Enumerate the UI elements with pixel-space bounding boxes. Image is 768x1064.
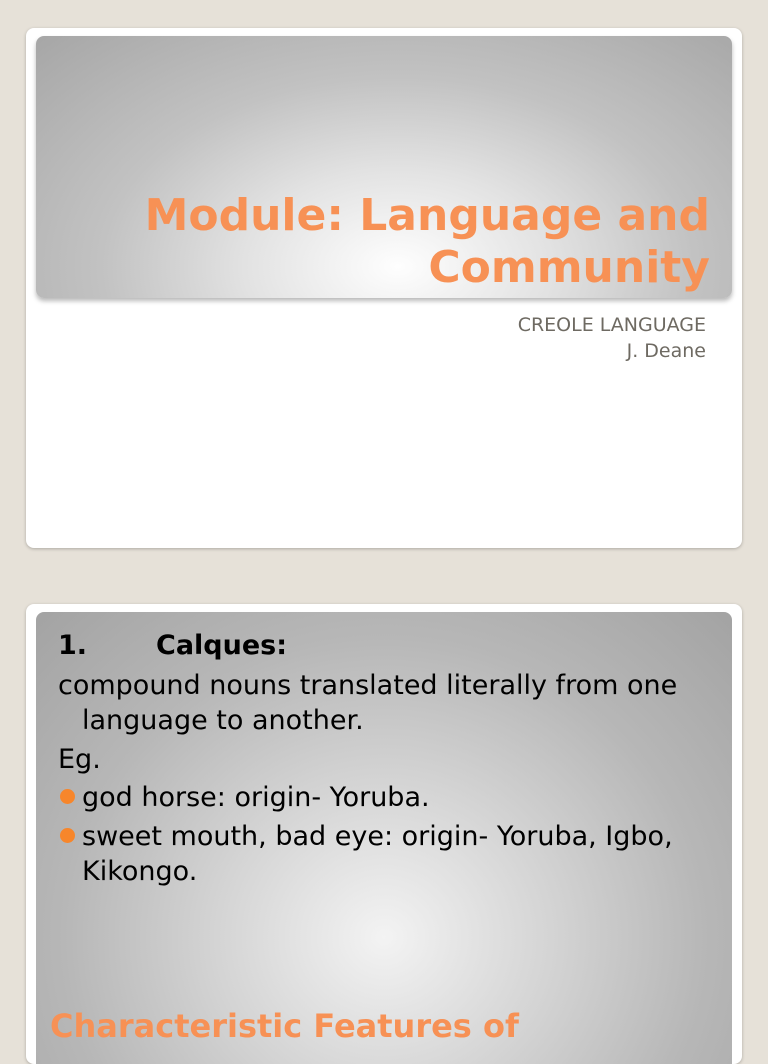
definition-text: compound nouns translated literally from one language to another.: [58, 670, 678, 736]
content-panel: [36, 612, 732, 1064]
example-label: Eg.: [58, 744, 101, 775]
subtitle-author: J. Deane: [626, 340, 706, 362]
slide-title-partial: Characteristic Features of: [50, 1007, 519, 1045]
section-heading-text: Calques:: [156, 630, 288, 661]
section-number: 1.: [58, 630, 88, 661]
section-heading: [58, 628, 708, 668]
list-item: [58, 819, 708, 889]
content-slide: [26, 604, 742, 1064]
orange-circle-bullet-icon: [60, 789, 75, 804]
slide-title-line-1: Module: Language and: [144, 190, 710, 241]
list-item: [58, 780, 708, 815]
slide-title-line-2: Community: [428, 242, 710, 293]
title-slide: [26, 28, 742, 548]
slide-title: [70, 190, 710, 294]
list-item-text: god horse: origin- Yoruba.: [82, 782, 430, 813]
orange-circle-bullet-icon: [60, 828, 75, 843]
slide-body: [58, 628, 708, 893]
slide-subtitle: [518, 312, 706, 364]
subtitle-topic: CREOLE LANGUAGE: [517, 314, 706, 336]
list-item-text: sweet mouth, bad eye: origin- Yoruba, Igbo, Kikongo.: [82, 821, 673, 887]
